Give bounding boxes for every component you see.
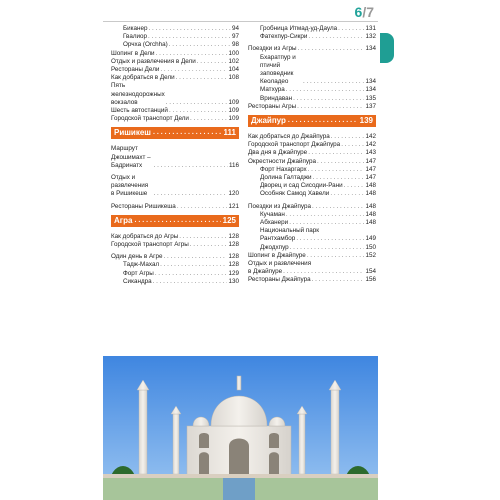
toc-page-number: 128 <box>228 253 239 261</box>
toc-page-number: 147 <box>365 174 376 182</box>
toc-entry-title: Агра <box>114 215 133 225</box>
toc-entry-title: Джайпур <box>251 115 286 125</box>
leader-dots <box>163 253 227 261</box>
toc-page-number: 125 <box>222 215 236 225</box>
toc-page-number: 135 <box>365 94 376 102</box>
leader-dots <box>176 74 228 82</box>
toc-subentry[interactable] <box>248 86 376 94</box>
leader-dots <box>169 107 228 115</box>
toc-subentry[interactable] <box>248 25 376 33</box>
toc-page-number: 148 <box>365 190 376 198</box>
toc-subentry[interactable] <box>111 33 239 41</box>
page-number: 6/7 <box>354 4 374 20</box>
toc-entry-title: Окрестности Джайпура <box>248 157 316 165</box>
toc-entry[interactable] <box>111 58 239 66</box>
toc-entry-title: Два дня в Джайпуре <box>248 149 308 157</box>
leader-dots <box>190 115 228 123</box>
toc-page-number: 109 <box>228 115 239 123</box>
toc-entry-title: Городской транспорт Джайпура <box>248 141 341 149</box>
toc-entry[interactable] <box>111 203 239 211</box>
leader-dots <box>338 25 364 33</box>
toc-entry[interactable] <box>111 174 239 199</box>
leader-dots <box>166 99 228 107</box>
toc-entry-title: Поездки из Агры <box>248 45 297 53</box>
toc-entry-title: Шопинг в Джайпуре <box>248 251 306 259</box>
toc-page-number: 94 <box>231 25 239 32</box>
toc-page-number: 148 <box>365 219 376 227</box>
toc-column-right <box>248 25 376 285</box>
toc-subentry[interactable] <box>248 174 376 182</box>
toc-page-number: 108 <box>228 74 239 82</box>
toc-entry-title: Тадж-Махал <box>123 261 160 269</box>
toc-entry-title: Гвалиор <box>123 33 148 41</box>
toc-subentry[interactable] <box>111 25 239 33</box>
toc-entry-title: Как добраться до Джайпура <box>248 133 330 141</box>
page-tab-marker <box>380 33 394 63</box>
leader-dots <box>148 33 231 41</box>
leader-dots <box>153 278 228 286</box>
toc-entry-title: в Джайпуре <box>248 268 283 276</box>
leader-dots <box>312 276 365 284</box>
toc-subentry[interactable] <box>248 211 376 219</box>
toc-entry[interactable] <box>248 45 376 53</box>
leader-dots <box>308 166 365 174</box>
toc-entry-title: Фатехпур-Сикри <box>260 33 308 41</box>
toc-entry-title: Национальный парк <box>260 227 320 235</box>
toc-entry[interactable] <box>111 107 239 115</box>
toc-entry-title: Маршрут Джошимахт – Бадринатх <box>111 145 151 169</box>
toc-page-number: 154 <box>365 268 376 276</box>
toc-entry[interactable] <box>248 276 376 284</box>
toc-entry-title: Сикандра <box>123 277 152 285</box>
toc-entry-title: Вриндаван <box>260 94 293 102</box>
toc-subentry[interactable] <box>248 166 376 174</box>
toc-entry[interactable] <box>248 158 376 166</box>
toc-column-left <box>111 25 239 286</box>
toc-entry-title: Кучаман <box>260 210 285 218</box>
toc-page-number: 147 <box>365 165 376 173</box>
toc-entry-title: Рестораны Джайпура <box>248 276 311 284</box>
leader-dots <box>317 158 365 166</box>
header-rule <box>103 21 378 22</box>
toc-entry-title: Особняк Самод Хавели <box>260 190 330 198</box>
leader-dots <box>288 117 358 125</box>
toc-subentry[interactable] <box>248 190 376 198</box>
toc-entry-title: Городской транспорт Дели <box>111 115 189 123</box>
toc-entry-title: Отдых и развлечения в Дели <box>111 57 196 65</box>
toc-page-number: 147 <box>365 157 376 165</box>
toc-page-number: 98 <box>231 41 239 49</box>
toc-entry[interactable] <box>111 115 239 123</box>
leader-dots <box>154 162 228 170</box>
toc-entry-title: Один день в Агре <box>111 253 163 261</box>
toc-page-number: 142 <box>365 133 376 141</box>
toc-page-number: 116 <box>228 161 239 169</box>
toc-entry[interactable] <box>111 66 239 74</box>
leader-dots <box>286 86 365 94</box>
leader-dots <box>179 233 227 241</box>
toc-entry[interactable] <box>248 149 376 157</box>
leader-dots <box>190 241 228 249</box>
toc-entry[interactable] <box>111 241 239 249</box>
toc-subentry[interactable] <box>248 244 376 252</box>
toc-entry-title: Дворец и сад Сисодии-Рани <box>260 182 343 190</box>
toc-page-number: 128 <box>228 241 239 249</box>
leader-dots <box>296 235 364 243</box>
leader-dots <box>298 45 365 53</box>
toc-entry[interactable] <box>111 145 239 170</box>
toc-page-number: 142 <box>365 141 376 149</box>
leader-dots <box>331 133 365 141</box>
toc-page-number: 149 <box>365 235 376 243</box>
toc-entry[interactable] <box>111 74 239 82</box>
toc-entry-title: Бхаратпур и птичий заповедник Кеоладео <box>260 53 296 86</box>
leader-dots <box>308 33 364 41</box>
toc-page-number: 148 <box>365 182 376 190</box>
leader-dots <box>293 95 364 103</box>
toc-subentry[interactable] <box>248 54 376 87</box>
leader-dots <box>177 203 228 211</box>
toc-page-number: 100 <box>228 49 239 57</box>
toc-page-number: 130 <box>228 277 239 285</box>
leader-dots <box>197 58 228 66</box>
toc-subentry[interactable] <box>248 235 376 243</box>
leader-dots <box>169 41 231 49</box>
toc-page-number: 129 <box>228 269 239 277</box>
toc-section-header[interactable] <box>248 115 376 127</box>
toc-page-number: 134 <box>365 86 376 94</box>
toc-page-number: 109 <box>228 98 239 106</box>
leader-dots <box>156 50 228 58</box>
leader-dots <box>153 129 222 137</box>
toc-entry-title: Форт Нахаргарх <box>260 165 307 173</box>
toc-entry-title: Шопинг в Дели <box>111 49 155 57</box>
leader-dots <box>149 25 231 33</box>
leader-dots <box>303 78 365 86</box>
toc-entry[interactable] <box>248 203 376 211</box>
leader-dots <box>307 252 365 260</box>
toc-page-number: 139 <box>359 115 373 125</box>
toc-page-number: 131 <box>365 25 376 32</box>
toc-entry-title: Городской транспорт Агры <box>111 241 189 249</box>
leader-dots <box>330 190 364 198</box>
toc-entry-title: Отдых и развлечения в Ришикеше <box>111 174 149 198</box>
toc-page-number: 143 <box>365 149 376 157</box>
toc-entry-title: Пять железнодорожных вокзалов <box>111 82 165 106</box>
toc-entry-title: Биканер <box>123 25 148 32</box>
toc-entry-title: Гробница Итмад-уд-Даула <box>260 25 338 32</box>
toc-entry[interactable] <box>111 50 239 58</box>
leader-dots <box>344 182 365 190</box>
toc-entry-title: Матхура <box>260 86 285 94</box>
toc-page-number: 128 <box>228 261 239 269</box>
toc-page-number: 121 <box>228 202 239 210</box>
leader-dots <box>160 261 227 269</box>
toc-page-number: 109 <box>228 107 239 115</box>
toc-page-number: 97 <box>231 33 239 41</box>
toc-entry-title: Поездки из Джайпура <box>248 202 311 210</box>
toc-page-number: 156 <box>365 276 376 284</box>
toc-entry-title: Джодхпур <box>260 243 289 251</box>
leader-dots <box>308 149 364 157</box>
toc-entry-title: Абханери <box>260 219 289 227</box>
toc-page-number: 128 <box>228 232 239 240</box>
toc-entry[interactable] <box>248 133 376 141</box>
toc-page-number: 137 <box>365 102 376 110</box>
leader-dots <box>155 270 228 278</box>
toc-subentry[interactable] <box>111 278 239 286</box>
taj-mahal-photo <box>103 356 378 500</box>
leader-dots <box>313 174 365 182</box>
toc-page-number: 152 <box>365 251 376 259</box>
leader-dots <box>160 66 227 74</box>
toc-entry-title: Как добраться до Агры <box>111 232 179 240</box>
toc-entry-title: Шесть автостанций <box>111 107 168 115</box>
toc-page-number: 148 <box>365 202 376 210</box>
leader-dots <box>290 244 365 252</box>
toc-subentry[interactable] <box>248 33 376 41</box>
toc-page-number: 132 <box>365 33 376 41</box>
toc-entry[interactable] <box>248 103 376 111</box>
toc-page-number: 134 <box>365 78 376 86</box>
toc-entry-title: Рестораны Агры <box>248 102 297 110</box>
toc-entry-title: Рестораны Ришикеша <box>111 202 176 210</box>
toc-entry-title: Рестораны Дели <box>111 66 160 74</box>
toc-entry-title: Отдых и развлечения <box>248 260 312 268</box>
toc-subentry[interactable] <box>111 41 239 49</box>
toc-subentry[interactable] <box>111 270 239 278</box>
toc-entry[interactable] <box>111 253 239 261</box>
toc-entry[interactable] <box>111 233 239 241</box>
taj-mahal-illustration <box>103 356 378 500</box>
toc-subentry[interactable] <box>111 261 239 269</box>
toc-section-header[interactable] <box>111 215 239 227</box>
toc-entry-title: Как добраться в Дели <box>111 74 175 82</box>
leader-dots <box>286 211 365 219</box>
toc-entry-title: Форт Агры <box>123 269 154 277</box>
toc-page-number: 104 <box>228 66 239 74</box>
toc-page-number: 148 <box>365 210 376 218</box>
toc-entry-title: Ришикеш <box>114 128 151 138</box>
leader-dots <box>312 203 365 211</box>
toc-page-number: 150 <box>365 243 376 251</box>
toc-entry-title: Орчха (Orchha) <box>123 41 168 49</box>
toc-entry[interactable] <box>111 82 239 107</box>
leader-dots <box>341 141 364 149</box>
toc-entry-title: Рантхамбор <box>260 235 296 243</box>
toc-page-number: 111 <box>223 128 236 138</box>
toc-page-number: 102 <box>228 57 239 65</box>
leader-dots <box>297 103 364 111</box>
toc-section-header[interactable] <box>111 127 239 139</box>
toc-entry[interactable] <box>248 252 376 260</box>
toc-entry-title: Долина Галтаджи <box>260 174 312 182</box>
toc-page-number: 134 <box>365 45 376 53</box>
leader-dots <box>134 217 220 225</box>
toc-page-number: 120 <box>228 190 239 198</box>
leader-dots <box>154 190 228 198</box>
toc-subentry[interactable] <box>248 95 376 103</box>
